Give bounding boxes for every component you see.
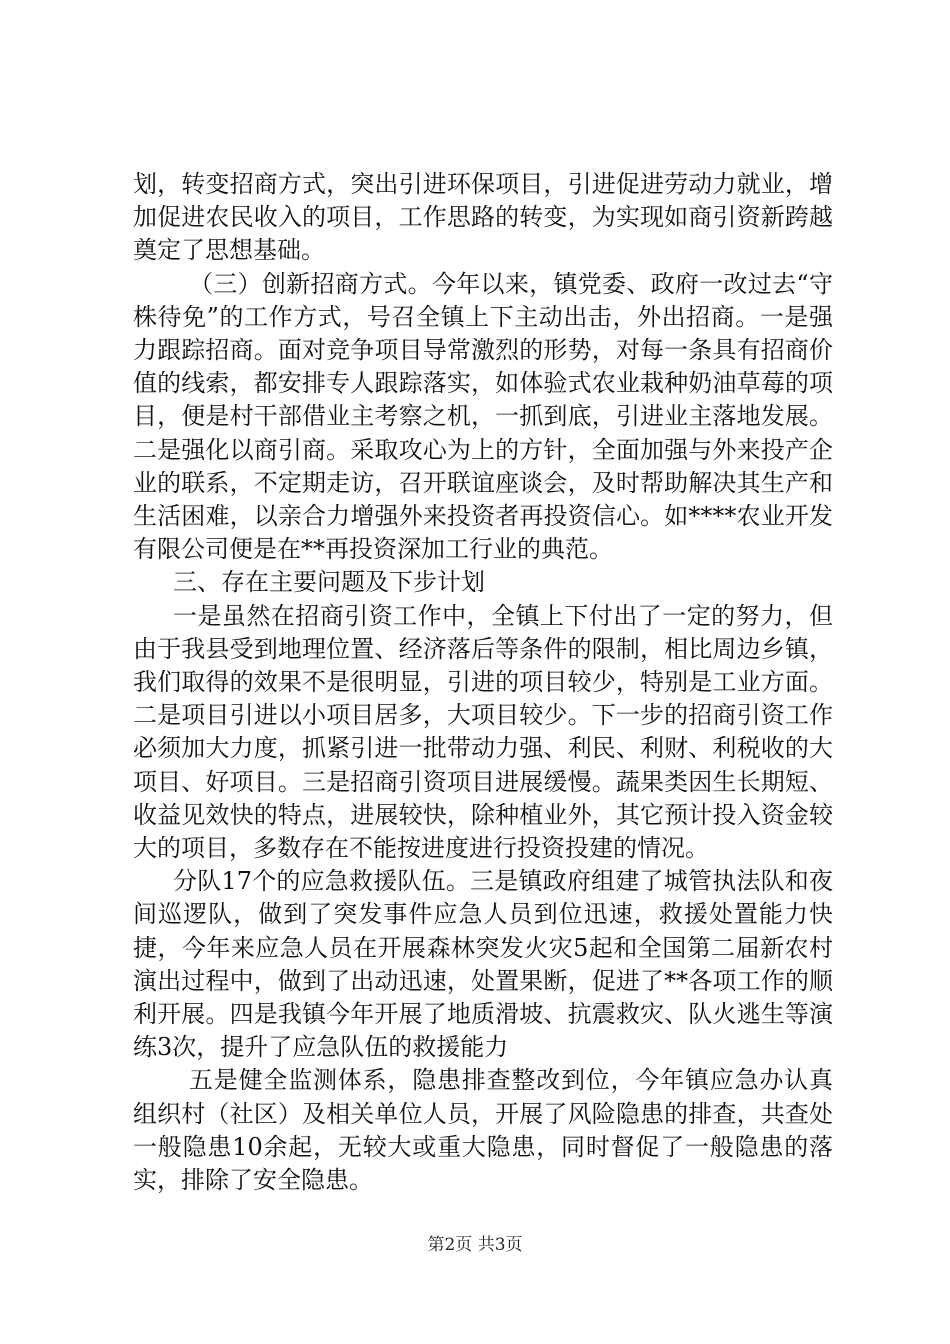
- paragraph-emergency-teams: 分队17个的应急救援队伍。三是镇政府组建了城管执法队和夜间巡逻队，做到了突发事件应急人员到位迅速，救援处置能力快捷，今年来应急人员在开展森林突发火灾5起和全国第二届新农村演出过程中，做到了出动迅速，处置果断，促进了**各项工作的顺利开展。四是我镇今年开展了地质滑坡、抗震救灾、队火逃生等演练3次，提升了应急队伍的救援能力: [133, 867, 833, 1062]
- paragraph-innovate-investment: （三）创新招商方式。今年以来，镇党委、政府一改过去“守株待免”的工作方式，号召全镇上下主动出击，外出招商。一是强力跟踪招商。面对竞争项目导常激烈的形势，对每一条具有招商价值的线索，都安排专人跟踪落实，如体验式农业栽种奶油草莓的项目，便是村干部借业主考察之机，一抓到底，引进业主落地发展。二是强化以商引商。采取攻心为上的方针，全面加强与外来投产企业的联系，不定期走访，召开联谊座谈会，及时帮助解决其生产和生活困难，以亲合力增强外来投资者再投资信心。如****农业开发有限公司便是在**再投资深加工行业的典范。: [133, 269, 833, 564]
- paragraph-continuation: 划，转变招商方式，突出引进环保项目，引进促进劳动力就业，增加促进农民收入的项目，工作思路的转变，为实现如商引资新跨越奠定了思想基础。: [133, 170, 833, 265]
- document-body: [133, 168, 833, 1197]
- paragraph-problems: 一是虽然在招商引资工作中，全镇上下付出了一定的努力，但由于我县受到地理位置、经济落后等条件的限制，相比周边乡镇，我们取得的效果不是很明显，引进的项目较少，特别是工业方面。二是项目引进以小项目居多，大项目较少。下一步的招商引资工作必须加大力度，抓紧引进一批带动力强、利民、利财、利税收的大项目、好项目。三是招商引资项目进展缓慢。蔬果类因生长期短、收益见效快的特点，进展较快，除种植业外，其它预计投入资金较大的项目，多数存在不能按进度进行投资投建的情况。: [133, 601, 833, 863]
- paragraph-monitoring-system: 五是健全监测体系，隐患排查整改到位，今年镇应急办认真组织村（社区）及相关单位人员，开展了风险隐患的排查，共查处一般隐患10余起，无较大或重大隐患，同时督促了一般隐患的落实，排除了安全隐患。: [133, 1066, 833, 1195]
- page-number-footer: 第2页 共3页: [427, 1235, 523, 1255]
- section-heading-problems-plans: 三、存在主要问题及下步计划: [173, 568, 485, 597]
